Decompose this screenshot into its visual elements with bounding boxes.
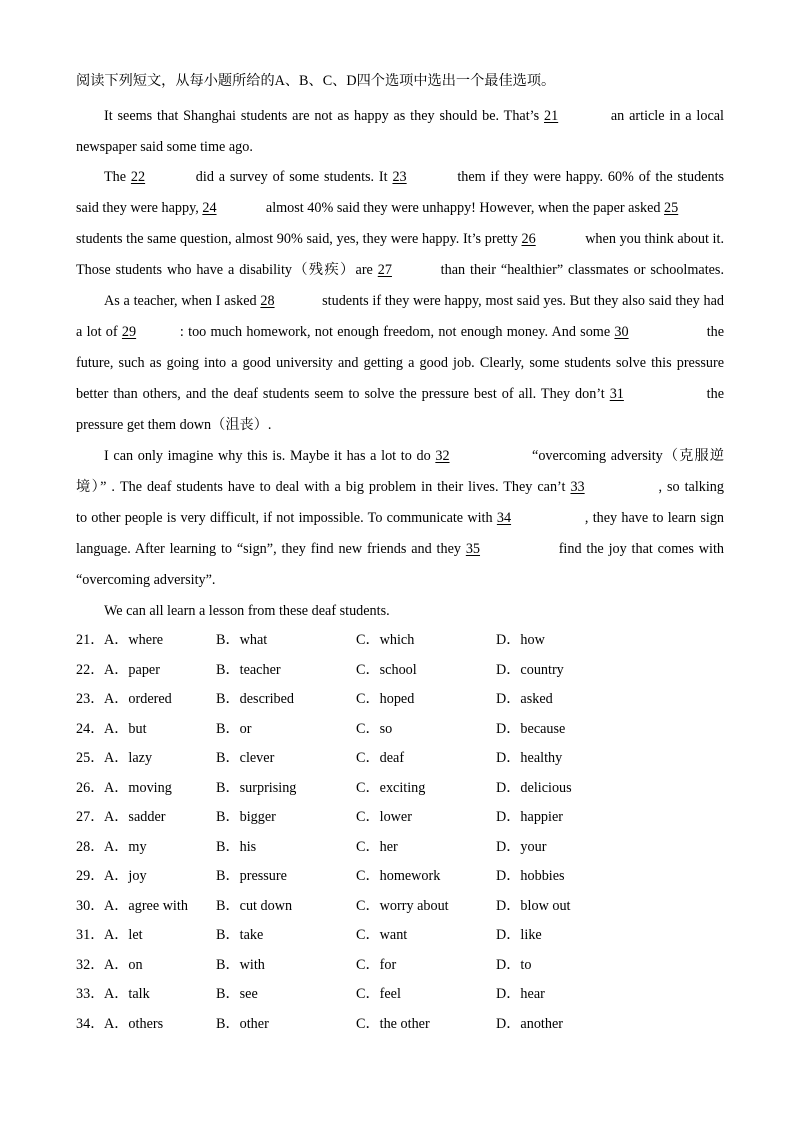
option-b: B．bigger: [216, 809, 276, 825]
option-d: D．hobbies: [496, 868, 565, 884]
passage-line-9: future, such as going into a good university and getting a good job. Clearly, some students solve this pressure: [76, 355, 724, 371]
option-d: D．to: [496, 956, 532, 973]
passage-line-13: 境）” . The deaf students have to deal with a big problem in their lives. They can’t 33 , so talking: [76, 476, 724, 498]
option-c: C．the other: [356, 1015, 430, 1032]
question-row: [76, 954, 724, 976]
option-a: A．where: [104, 632, 164, 648]
option-d: D．your: [496, 838, 547, 855]
blank-25: 25: [664, 200, 679, 216]
option-c: C．so: [356, 720, 393, 737]
option-b: B．clever: [216, 750, 275, 766]
question-row: [76, 924, 724, 946]
option-c: C．hoped: [356, 691, 415, 707]
blank-21: 21: [544, 108, 559, 124]
passage-line-10: better than others, and the deaf students seem to solve the pressure best of all. They don’t 31 the: [76, 383, 724, 405]
question-row: [76, 688, 724, 710]
question-row: [76, 983, 724, 1005]
option-c: C．homework: [356, 868, 441, 884]
question-number: 22．: [76, 661, 105, 678]
option-c: C．worry about: [356, 897, 449, 914]
blank-23: 23: [392, 169, 407, 185]
question-number: 27．: [76, 809, 105, 825]
passage-line-8: a lot of 29 : too much homework, not enough freedom, not enough money. And some 30 the: [76, 321, 724, 343]
option-a: A．lazy: [104, 750, 153, 766]
option-a: A．talk: [104, 986, 150, 1002]
blank-27: 27: [377, 262, 392, 278]
option-a: A．paper: [104, 661, 160, 678]
option-a: A．others: [104, 1015, 164, 1032]
option-b: B．surprising: [216, 779, 297, 796]
passage-line-15: language. After learning to “sign”, they find new friends and they 35 find the joy that comes with: [76, 538, 724, 560]
question-number: 21．: [76, 632, 105, 648]
option-d: D．healthy: [496, 750, 563, 766]
passage-line-7: As a teacher, when I asked 28 students if they were happy, most said yes. But they also said they had: [76, 290, 724, 312]
blank-31: 31: [609, 386, 624, 402]
option-b: B．take: [216, 927, 264, 943]
passage-line-16: “overcoming adversity”.: [76, 572, 216, 588]
option-c: C．feel: [356, 986, 401, 1002]
option-a: A．agree with: [104, 897, 188, 914]
option-c: C．lower: [356, 809, 412, 825]
blank-32: 32: [435, 448, 450, 464]
option-d: D．another: [496, 1015, 563, 1032]
question-row: [76, 718, 724, 740]
question-number: 29．: [76, 868, 105, 884]
option-d: D．country: [496, 661, 564, 678]
question-row: [76, 747, 724, 769]
option-d: D．like: [496, 927, 542, 943]
option-b: B．his: [216, 838, 257, 855]
option-b: B．with: [216, 956, 265, 973]
option-c: C．her: [356, 838, 398, 855]
passage-line-4: said they were happy, 24 almost 40% said they were unhappy! However, when the paper asked 25: [76, 197, 724, 219]
question-number: 24．: [76, 720, 105, 737]
blank-29: 29: [121, 324, 137, 340]
question-row: [76, 659, 724, 681]
option-c: C．school: [356, 661, 417, 678]
question-number: 34．: [76, 1015, 105, 1032]
question-number: 28．: [76, 838, 105, 855]
option-b: B．described: [216, 691, 295, 707]
question-row: [76, 629, 724, 651]
question-row: [76, 865, 724, 887]
passage-line-6: Those students who have a disability（残疾）are 27 than their “healthier” classmates or schoolmates.: [76, 259, 724, 281]
passage-line-1: It seems that Shanghai students are not as happy as they should be. That’s 21 an article in a local: [76, 105, 724, 127]
question-row: [76, 777, 724, 799]
instruction: 阅读下列短文，从每小题所给的A、B、C、D四个选项中选出一个最佳选项。: [76, 73, 556, 89]
question-row: [76, 806, 724, 828]
blank-26: 26: [521, 231, 536, 247]
passage-line-11: pressure get them down（沮丧）.: [76, 417, 272, 433]
option-a: A．sadder: [104, 809, 166, 825]
blank-24: 24: [202, 200, 217, 216]
blank-22: 22: [130, 169, 146, 185]
option-c: C．want: [356, 927, 408, 943]
passage-line-5: students the same question, almost 90% said, yes, they were happy. It’s pretty 26 when you think about it.: [76, 228, 724, 250]
option-a: A．on: [104, 956, 143, 973]
question-number: 25．: [76, 750, 105, 766]
question-row: [76, 836, 724, 858]
question-row: [76, 895, 724, 917]
blank-34: 34: [496, 510, 512, 526]
option-b: B．teacher: [216, 661, 281, 678]
option-a: A．my: [104, 838, 147, 855]
question-number: 31．: [76, 927, 105, 943]
option-b: B．see: [216, 986, 258, 1002]
option-b: B．pressure: [216, 868, 287, 884]
option-a: A．joy: [104, 868, 147, 884]
option-b: B．cut down: [216, 897, 293, 914]
question-number: 32．: [76, 956, 105, 973]
option-a: A．moving: [104, 779, 172, 796]
option-d: D．asked: [496, 691, 553, 707]
option-b: B．other: [216, 1015, 269, 1032]
passage-line-2: newspaper said some time ago.: [76, 139, 253, 155]
option-c: C．deaf: [356, 750, 405, 766]
blank-30: 30: [614, 324, 629, 340]
question-number: 30．: [76, 897, 105, 914]
option-c: C．for: [356, 956, 397, 973]
passage-line-14: to other people is very difficult, if not impossible. To communicate with 34 , they have to learn sign: [76, 507, 724, 529]
passage-line-17: We can all learn a lesson from these deaf students.: [104, 603, 390, 619]
question-row: [76, 1013, 724, 1035]
option-b: B．what: [216, 632, 268, 648]
passage-line-12: I can only imagine why this is. Maybe it has a lot to do 32 “overcoming adversity（克服逆: [76, 445, 724, 467]
blank-28: 28: [260, 293, 275, 309]
question-number: 33．: [76, 986, 105, 1002]
option-d: D．because: [496, 720, 566, 737]
option-d: D．hear: [496, 986, 545, 1002]
blank-35: 35: [465, 541, 481, 557]
passage-line-3: The 22 did a survey of some students. It 23 them if they were happy. 60% of the students: [76, 166, 724, 188]
question-number: 23．: [76, 691, 105, 707]
option-d: D．blow out: [496, 897, 571, 914]
option-a: A．ordered: [104, 691, 172, 707]
option-b: B．or: [216, 720, 252, 737]
question-number: 26．: [76, 779, 105, 796]
option-d: D．happier: [496, 809, 563, 825]
option-c: C．exciting: [356, 779, 426, 796]
option-d: D．delicious: [496, 779, 572, 796]
option-a: A．let: [104, 927, 143, 943]
option-d: D．how: [496, 632, 545, 648]
blank-33: 33: [570, 479, 585, 495]
option-a: A．but: [104, 720, 147, 737]
option-c: C．which: [356, 632, 415, 648]
